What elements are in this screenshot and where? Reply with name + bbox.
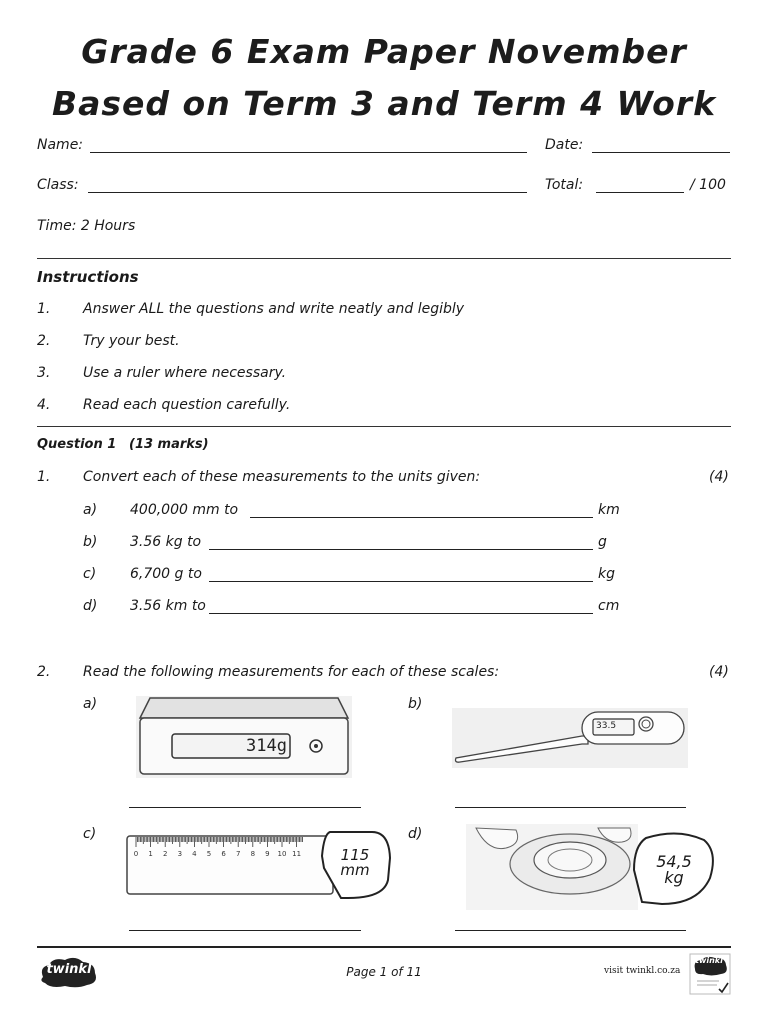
total-suffix: / 100 [690,177,726,193]
item-letter: d) [408,826,423,842]
ruler-tick-label: 4 [192,850,197,858]
answer-line[interactable] [250,517,593,518]
divider [37,258,731,259]
instruction-number: 2. [37,333,51,349]
answer-line[interactable] [209,581,593,582]
item-letter: c) [83,826,97,842]
answer-line[interactable] [209,549,593,550]
ruler-callout: 115 mm [340,846,370,879]
total-label: Total: [545,177,584,193]
title-line-2: Based on Term 3 and Term 4 Work [51,84,717,123]
question-heading: Question 1 [37,437,117,452]
ruler-tick-label: 8 [250,850,256,858]
bathroom-scale-callout: 54,5 kg [656,852,692,887]
total-field[interactable] [596,192,684,193]
item-unit: kg [598,566,615,582]
ruler-tick-label: 3 [177,850,183,858]
title-line-1: Grade 6 Exam Paper November [81,32,687,71]
instructions-heading: Instructions [37,268,139,286]
item-prompt: 3.56 km to [130,598,206,614]
thermometer-image [452,708,688,768]
item-prompt: 400,000 mm to [130,502,239,518]
item-letter: a) [83,696,98,712]
twinkl-logo-text: twinkl [46,962,92,977]
footer-divider [37,946,731,948]
ruler-tick-label: 1 [148,850,153,858]
answer-line[interactable] [455,807,686,808]
instruction-text: Answer ALL the questions and write neatly and legibly [83,301,465,317]
quality-badge-text: twinkl [695,956,723,965]
item-prompt: 3.56 kg to [130,534,202,550]
question-number: 1. [37,469,51,485]
date-label: Date: [545,137,584,153]
ruler-tick-label: 11 [292,850,302,858]
ruler-tick-label: 7 [235,850,241,858]
class-label: Class: [37,177,79,193]
question-marks: (4) [709,469,729,485]
ruler-tick-label: 10 [277,850,287,858]
time-text: Time: 2 Hours [37,218,136,234]
visit-link[interactable]: visit twinkl.co.za [604,966,681,976]
ruler-tick-label: 9 [265,850,270,858]
date-field[interactable] [592,152,730,153]
ruler-tick-label: 2 [162,850,168,858]
instruction-number: 4. [37,397,51,413]
kitchen-scale-image [136,696,352,778]
item-letter: a) [83,502,98,518]
item-letter: d) [83,598,98,614]
item-unit: km [598,502,620,518]
question-number: 2. [37,664,51,680]
ruler-tick-label: 6 [221,850,226,858]
item-prompt: 6,700 g to [130,566,202,582]
instruction-number: 3. [37,365,51,381]
answer-line[interactable] [209,613,593,614]
item-unit: cm [598,598,620,614]
item-unit: g [598,534,607,550]
name-field[interactable] [90,152,527,153]
answer-line[interactable] [455,930,686,931]
item-letter: b) [83,534,98,550]
thermometer-reading: 33.5 [596,721,617,731]
instruction-number: 1. [37,301,51,317]
item-letter: c) [83,566,97,582]
class-field[interactable] [88,192,527,193]
question-text: Convert each of these measurements to the units given: [83,469,481,485]
ruler-tick-label: 0 [133,850,139,858]
answer-line[interactable] [129,807,361,808]
instruction-text: Use a ruler where necessary. [83,365,287,381]
question-text: Read the following measurements for each of these scales: [83,664,500,680]
scale-display-reading: 314g [246,736,287,756]
item-letter: b) [408,696,423,712]
page-number: Page 1 of 11 [346,965,422,979]
answer-line[interactable] [129,930,361,931]
instruction-text: Try your best. [83,333,180,349]
instruction-text: Read each question carefully. [83,397,291,413]
question-marks: (13 marks) [129,437,209,452]
divider [37,426,731,427]
ruler-tick-label: 5 [206,850,212,858]
question-marks: (4) [709,664,729,680]
name-label: Name: [37,137,84,153]
